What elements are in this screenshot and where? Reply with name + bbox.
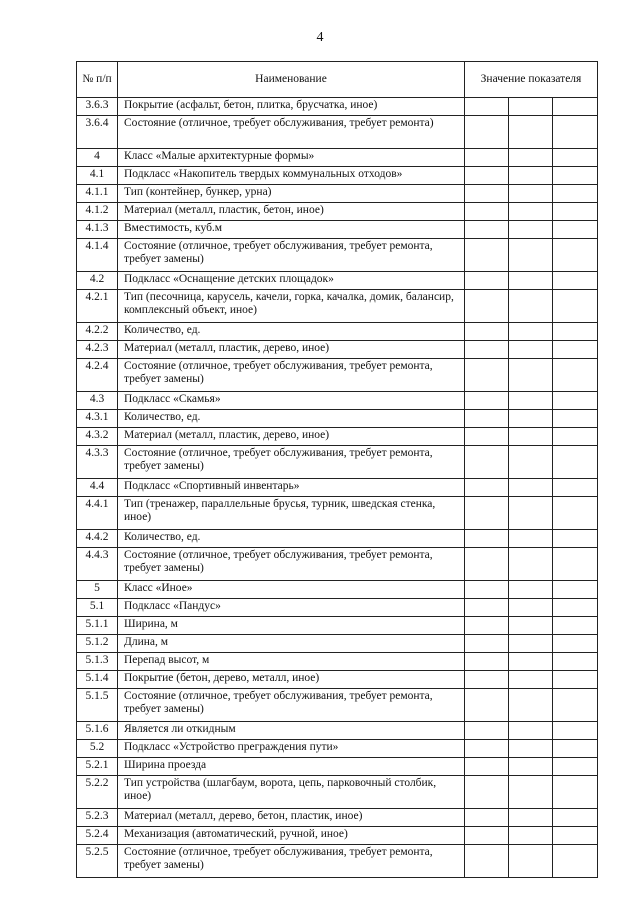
value-cell	[509, 290, 553, 323]
row-name: Тип (тренажер, параллельные брусья, турник, шведская стенка, иное)	[118, 497, 465, 530]
value-cell	[465, 446, 509, 479]
row-name: Покрытие (бетон, дерево, металл, иное)	[118, 671, 465, 689]
row-name: Состояние (отличное, требует обслуживания, требует ремонта, требует замены)	[118, 359, 465, 392]
table-row	[77, 827, 598, 845]
row-number: 5.2.5	[77, 845, 118, 878]
row-name: Подкласс «Пандус»	[118, 599, 465, 617]
value-cell	[553, 479, 598, 497]
value-cell	[509, 149, 553, 167]
row-number: 5.1.1	[77, 617, 118, 635]
value-cell	[465, 758, 509, 776]
value-cell	[509, 689, 553, 722]
table-row	[77, 758, 598, 776]
row-name: Количество, ед.	[118, 530, 465, 548]
value-cell	[465, 581, 509, 599]
table-row	[77, 272, 598, 290]
row-name: Тип (контейнер, бункер, урна)	[118, 185, 465, 203]
value-cell	[553, 341, 598, 359]
row-name: Тип устройства (шлагбаум, ворота, цепь, парковочный столбик, иное)	[118, 776, 465, 809]
value-cell	[553, 167, 598, 185]
table-row	[77, 149, 598, 167]
table-row	[77, 671, 598, 689]
row-name: Является ли откидным	[118, 722, 465, 740]
value-cell	[465, 239, 509, 272]
value-cell	[553, 740, 598, 758]
row-number: 5.2.1	[77, 758, 118, 776]
row-name: Состояние (отличное, требует обслуживания, требует ремонта, требует замены)	[118, 845, 465, 878]
table-row	[77, 290, 598, 323]
value-cell	[465, 671, 509, 689]
value-cell	[553, 272, 598, 290]
value-cell	[509, 635, 553, 653]
table-row	[77, 239, 598, 272]
value-cell	[465, 653, 509, 671]
row-number: 5.2.4	[77, 827, 118, 845]
value-cell	[509, 203, 553, 221]
row-number: 4.2	[77, 272, 118, 290]
table-row	[77, 599, 598, 617]
value-cell	[465, 428, 509, 446]
value-cell	[465, 635, 509, 653]
table-row	[77, 392, 598, 410]
value-cell	[465, 98, 509, 116]
value-cell	[465, 776, 509, 809]
row-number: 4.3.1	[77, 410, 118, 428]
row-name: Покрытие (асфальт, бетон, плитка, брусчатка, иное)	[118, 98, 465, 116]
value-cell	[465, 617, 509, 635]
value-cell	[553, 239, 598, 272]
row-name: Вместимость, куб.м	[118, 221, 465, 239]
value-cell	[509, 530, 553, 548]
value-cell	[465, 272, 509, 290]
value-cell	[553, 653, 598, 671]
row-number: 4.4.3	[77, 548, 118, 581]
table-row	[77, 635, 598, 653]
value-cell	[509, 548, 553, 581]
row-name: Механизация (автоматический, ручной, иное)	[118, 827, 465, 845]
table-header-row	[77, 62, 598, 98]
row-number: 5	[77, 581, 118, 599]
value-cell	[553, 149, 598, 167]
value-cell	[553, 446, 598, 479]
row-number: 4.1	[77, 167, 118, 185]
row-name: Состояние (отличное, требует обслуживания, требует ремонта, требует замены)	[118, 689, 465, 722]
value-cell	[465, 809, 509, 827]
page-number: 4	[316, 30, 324, 45]
value-cell	[465, 722, 509, 740]
value-cell	[465, 845, 509, 878]
row-name: Состояние (отличное, требует обслуживания, требует ремонта, требует замены)	[118, 239, 465, 272]
row-name: Длина, м	[118, 635, 465, 653]
value-cell	[509, 479, 553, 497]
row-name: Подкласс «Накопитель твердых коммунальных отходов»	[118, 167, 465, 185]
table-row	[77, 446, 598, 479]
value-cell	[465, 167, 509, 185]
row-number: 4.1.2	[77, 203, 118, 221]
row-name: Класс «Иное»	[118, 581, 465, 599]
value-cell	[553, 392, 598, 410]
row-number: 4.3	[77, 392, 118, 410]
row-name: Подкласс «Спортивный инвентарь»	[118, 479, 465, 497]
value-cell	[509, 581, 553, 599]
value-cell	[465, 497, 509, 530]
value-cell	[509, 671, 553, 689]
value-cell	[509, 428, 553, 446]
value-cell	[509, 272, 553, 290]
table-row	[77, 428, 598, 446]
value-cell	[509, 740, 553, 758]
row-name: Количество, ед.	[118, 323, 465, 341]
value-cell	[553, 617, 598, 635]
row-name: Состояние (отличное, требует обслуживания, требует ремонта, требует замены)	[118, 548, 465, 581]
value-cell	[509, 359, 553, 392]
row-name: Материал (металл, пластик, дерево, иное)	[118, 341, 465, 359]
value-cell	[465, 827, 509, 845]
value-cell	[509, 617, 553, 635]
table-row	[77, 98, 598, 116]
value-cell	[553, 530, 598, 548]
table-row	[77, 497, 598, 530]
value-cell	[553, 776, 598, 809]
value-cell	[465, 359, 509, 392]
value-cell	[553, 845, 598, 878]
value-cell	[553, 323, 598, 341]
value-cell	[509, 392, 553, 410]
table-row	[77, 581, 598, 599]
header-num: № п/п	[77, 62, 118, 98]
value-cell	[465, 341, 509, 359]
value-cell	[509, 341, 553, 359]
row-number: 4.1.4	[77, 239, 118, 272]
row-number: 4.2.2	[77, 323, 118, 341]
row-number: 3.6.4	[77, 116, 118, 149]
table-row	[77, 845, 598, 878]
row-number: 4.1.1	[77, 185, 118, 203]
value-cell	[509, 758, 553, 776]
table-row	[77, 548, 598, 581]
value-cell	[465, 689, 509, 722]
value-cell	[509, 722, 553, 740]
value-cell	[465, 530, 509, 548]
row-name: Подкласс «Устройство преграждения пути»	[118, 740, 465, 758]
value-cell	[465, 116, 509, 149]
row-name: Материал (металл, пластик, дерево, иное)	[118, 428, 465, 446]
table-row	[77, 359, 598, 392]
value-cell	[553, 827, 598, 845]
value-cell	[509, 239, 553, 272]
value-cell	[465, 290, 509, 323]
row-name: Материал (металл, дерево, бетон, пластик, иное)	[118, 809, 465, 827]
value-cell	[465, 221, 509, 239]
row-number: 4.2.1	[77, 290, 118, 323]
value-cell	[465, 203, 509, 221]
value-cell	[553, 635, 598, 653]
value-cell	[553, 203, 598, 221]
value-cell	[509, 323, 553, 341]
value-cell	[553, 599, 598, 617]
value-cell	[553, 722, 598, 740]
row-number: 4.3.3	[77, 446, 118, 479]
value-cell	[553, 548, 598, 581]
value-cell	[509, 410, 553, 428]
table-row	[77, 722, 598, 740]
table-row	[77, 185, 598, 203]
table-row	[77, 323, 598, 341]
row-number: 4.2.4	[77, 359, 118, 392]
row-name: Состояние (отличное, требует обслуживания, требует ремонта, требует замены)	[118, 446, 465, 479]
value-cell	[509, 98, 553, 116]
value-cell	[509, 776, 553, 809]
row-number: 5.1.4	[77, 671, 118, 689]
value-cell	[553, 428, 598, 446]
table-row	[77, 740, 598, 758]
value-cell	[465, 149, 509, 167]
row-number: 5.1	[77, 599, 118, 617]
value-cell	[465, 185, 509, 203]
row-name: Тип (песочница, карусель, качели, горка, качалка, домик, балансир, комплексный объект, иное)	[118, 290, 465, 323]
value-cell	[553, 758, 598, 776]
row-number: 5.1.3	[77, 653, 118, 671]
value-cell	[509, 845, 553, 878]
value-cell	[509, 497, 553, 530]
value-cell	[465, 479, 509, 497]
table-row	[77, 809, 598, 827]
value-cell	[553, 809, 598, 827]
value-cell	[509, 221, 553, 239]
row-number: 5.1.2	[77, 635, 118, 653]
table-row	[77, 167, 598, 185]
row-number: 5.2.3	[77, 809, 118, 827]
row-number: 4.4	[77, 479, 118, 497]
row-name: Подкласс «Скамья»	[118, 392, 465, 410]
header-name: Наименование	[118, 62, 465, 98]
value-cell	[553, 98, 598, 116]
table-row	[77, 221, 598, 239]
value-cell	[553, 581, 598, 599]
row-name: Состояние (отличное, требует обслуживания, требует ремонта)	[118, 116, 465, 149]
table-row	[77, 203, 598, 221]
row-number: 5.1.5	[77, 689, 118, 722]
value-cell	[465, 740, 509, 758]
row-name: Подкласс «Оснащение детских площадок»	[118, 272, 465, 290]
table-row	[77, 776, 598, 809]
value-cell	[509, 185, 553, 203]
value-cell	[553, 689, 598, 722]
value-cell	[465, 548, 509, 581]
row-name: Класс «Малые архитектурные формы»	[118, 149, 465, 167]
value-cell	[465, 599, 509, 617]
value-cell	[465, 410, 509, 428]
table-row	[77, 653, 598, 671]
row-number: 4.3.2	[77, 428, 118, 446]
row-number: 4	[77, 149, 118, 167]
value-cell	[465, 323, 509, 341]
table-row	[77, 116, 598, 149]
value-cell	[553, 116, 598, 149]
value-cell	[509, 653, 553, 671]
table-row	[77, 410, 598, 428]
table-body	[77, 98, 598, 878]
row-number: 4.4.2	[77, 530, 118, 548]
value-cell	[509, 167, 553, 185]
row-number: 3.6.3	[77, 98, 118, 116]
row-name: Перепад высот, м	[118, 653, 465, 671]
value-cell	[553, 497, 598, 530]
row-number: 4.2.3	[77, 341, 118, 359]
row-name: Количество, ед.	[118, 410, 465, 428]
value-cell	[553, 221, 598, 239]
value-cell	[553, 185, 598, 203]
value-cell	[553, 410, 598, 428]
value-cell	[553, 290, 598, 323]
value-cell	[509, 809, 553, 827]
indicator-table	[76, 61, 598, 878]
table-row	[77, 617, 598, 635]
row-number: 4.1.3	[77, 221, 118, 239]
row-number: 5.2	[77, 740, 118, 758]
row-name: Материал (металл, пластик, бетон, иное)	[118, 203, 465, 221]
value-cell	[509, 827, 553, 845]
row-number: 4.4.1	[77, 497, 118, 530]
row-name: Ширина проезда	[118, 758, 465, 776]
value-cell	[553, 359, 598, 392]
header-value: Значение показателя	[465, 62, 598, 98]
value-cell	[553, 671, 598, 689]
value-cell	[465, 392, 509, 410]
row-number: 5.1.6	[77, 722, 118, 740]
value-cell	[509, 446, 553, 479]
value-cell	[509, 116, 553, 149]
value-cell	[509, 599, 553, 617]
table-row	[77, 530, 598, 548]
table-row	[77, 689, 598, 722]
row-number: 5.2.2	[77, 776, 118, 809]
table-row	[77, 479, 598, 497]
row-name: Ширина, м	[118, 617, 465, 635]
table-row	[77, 341, 598, 359]
